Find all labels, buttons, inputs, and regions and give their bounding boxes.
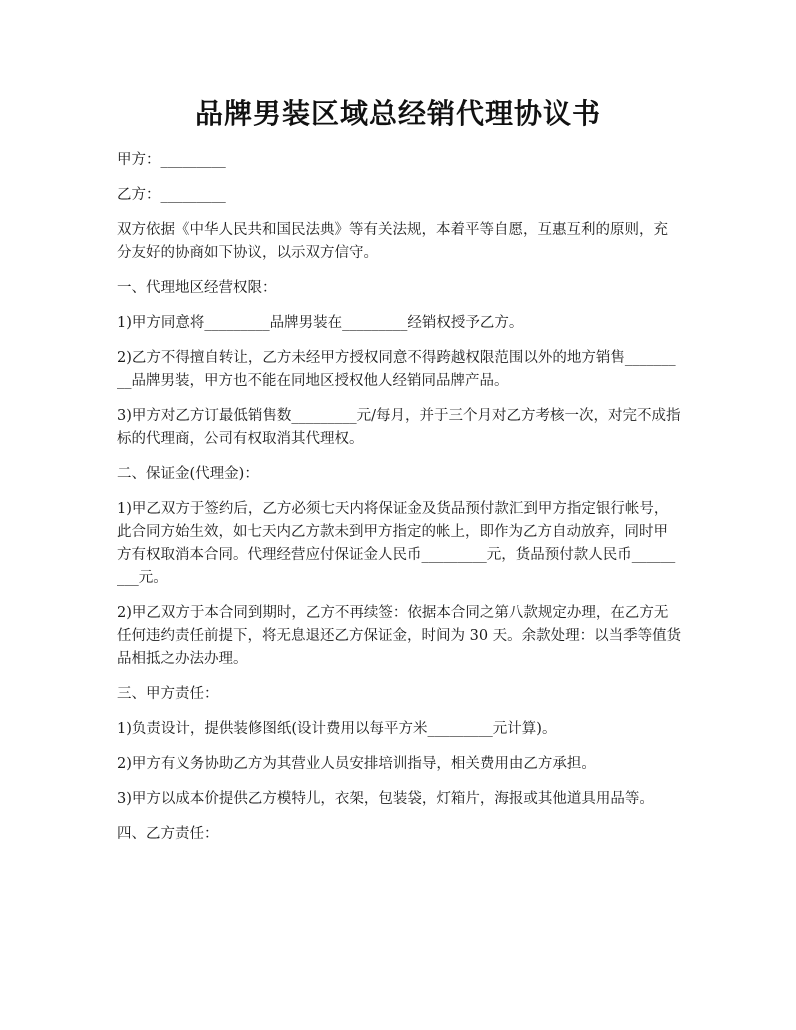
clause-3-1: 1)负责设计，提供装修图纸(设计费用以每平方米_________元计算)。 — [117, 721, 557, 737]
section-heading-4: 四、乙方责任： — [117, 826, 219, 842]
clause-3-2: 2)甲方有义务协助乙方为其营业人员安排培训指导，相关费用由乙方承担。 — [117, 756, 596, 772]
clause-1-2: 2)乙方不得擅自转让，乙方未经甲方授权同意不得跨越权限范围以外的地方销售_________品牌男装，甲方也不能在同地区授权他人经销同品牌产品。 — [117, 350, 676, 389]
document-body — [117, 149, 682, 858]
document-title: 品牌男装区域总经销代理协议书 — [194, 97, 601, 130]
section-heading-1: 一、代理地区经营权限： — [117, 280, 277, 296]
section-heading-3: 三、甲方责任： — [117, 686, 219, 702]
clause-2-2: 2)甲乙双方于本合同到期时，乙方不再续签：依据本合同之第八款规定办理，在乙方无任何违约责任前提下，将无息退还乙方保证金，时间为 30 天。余款处理：以当季等值货品相抵之办法办理。 — [117, 605, 682, 667]
party-b-line: 乙方：_________ — [117, 187, 226, 203]
party-a-line: 甲方：_________ — [117, 152, 226, 168]
clause-1-1: 1)甲方同意将_________品牌男装在_________经销权授予乙方。 — [117, 315, 524, 331]
clause-1-3: 3)甲方对乙方订最低销售数_________元/每月，并于三个月对乙方考核一次，对完不成指标的代理商，公司有权取消其代理权。 — [117, 408, 681, 447]
section-heading-2: 二、保证金(代理金)： — [117, 466, 259, 482]
clause-3-3: 3)甲方以成本价提供乙方模特儿，衣架，包装袋，灯箱片，海报或其他道具用品等。 — [117, 791, 654, 807]
clause-2-1: 1)甲乙双方于签约后，乙方必须七天内将保证金及货品预付款汇到甲方指定银行帐号，此合同方始生效，如七天内乙方款未到甲方指定的帐上，即作为乙方自动放弃，同时甲方有权取消本合同。代理经营应付保证金人民币_________元，货品预付款人民币_________元。 — [117, 501, 676, 586]
preamble-paragraph: 双方依据《中华人民共和国民法典》等有关法规，本着平等自愿，互惠互利的原则，充分友好的协商如下协议，以示双方信守。 — [117, 222, 668, 261]
